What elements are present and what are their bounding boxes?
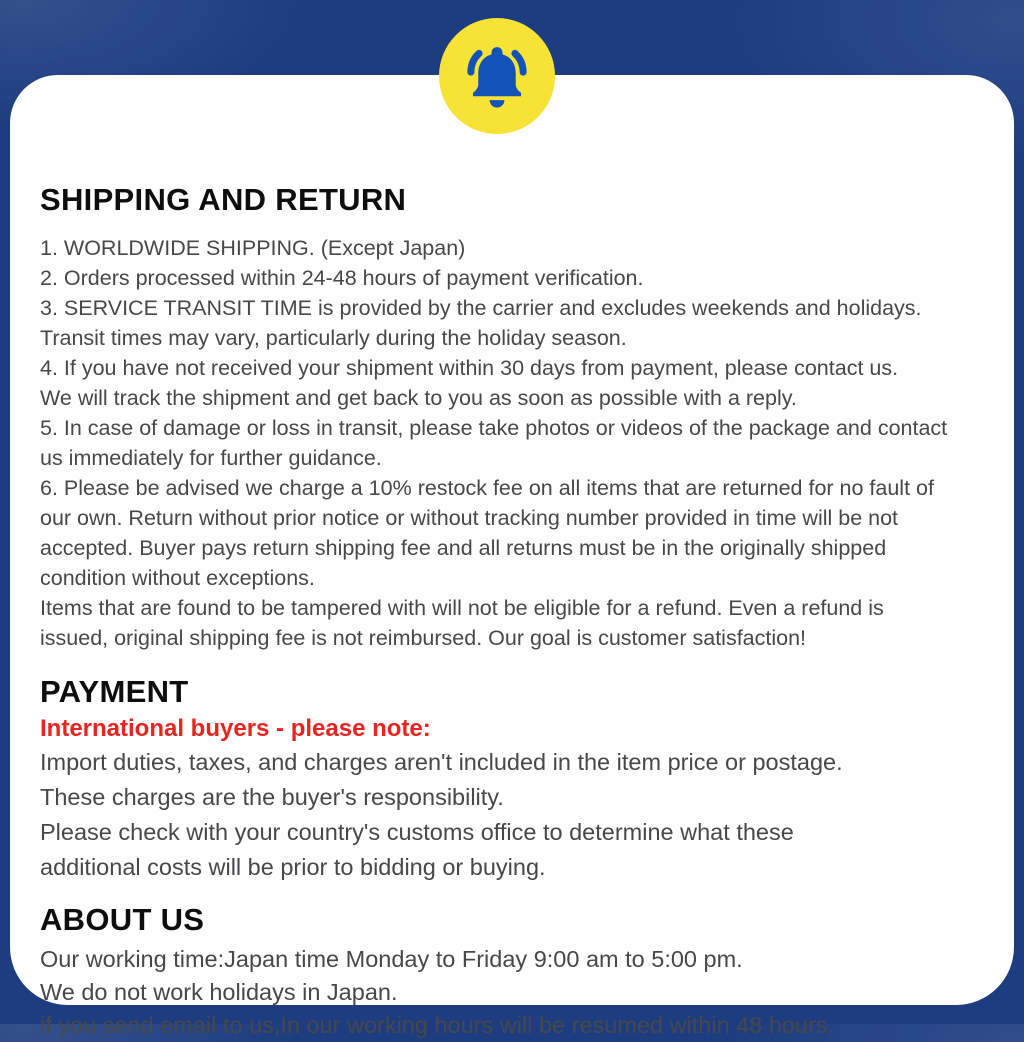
policy-card	[10, 75, 1014, 1039]
about-line: if you send email to us,In our working hours will be resumed within 48 hours.	[40, 1012, 835, 1039]
section-about-us	[40, 903, 1000, 1042]
shipping-line: 2. Orders processed within 24-48 hours of payment verification.	[40, 265, 644, 290]
shipping-line: our own. Return without prior notice or without tracking number provided in time will be not	[40, 505, 899, 530]
shipping-line: accepted. Buyer pays return shipping fee and all returns must be in the originally shipped	[40, 535, 887, 560]
shipping-line: 1. WORLDWIDE SHIPPING. (Except Japan)	[40, 235, 466, 260]
section-payment	[40, 675, 1000, 886]
bell-icon	[458, 37, 536, 115]
shipping-line: Transit times may vary, particularly during the holiday season.	[40, 325, 627, 350]
shipping-line: us immediately for further guidance.	[40, 445, 382, 470]
shipping-heading: SHIPPING AND RETURN	[40, 182, 407, 217]
shipping-line: We will track the shipment and get back to you as soon as possible with a reply.	[40, 385, 797, 410]
payment-line: additional costs will be prior to bidding or buying.	[40, 854, 546, 881]
policy-content	[40, 183, 1000, 1042]
section-shipping-and-return	[40, 183, 1000, 653]
shipping-line: 4. If you have not received your shipment within 30 days from payment, please contact us.	[40, 355, 899, 380]
payment-line: These charges are the buyer's responsibility.	[40, 784, 504, 811]
about-line: Our working time:Japan time Monday to Friday 9:00 am to 5:00 pm.	[40, 946, 743, 973]
about-line: We do not work holidays in Japan.	[40, 979, 398, 1006]
shipping-line: 6. Please be advised we charge a 10% restock fee on all items that are returned for no fault of	[40, 475, 934, 500]
shipping-line: issued, original shipping fee is not reimbursed. Our goal is customer satisfaction!	[40, 625, 807, 650]
about-heading: ABOUT US	[40, 902, 205, 938]
notification-badge	[439, 18, 555, 134]
payment-line: Please check with your country's customs office to determine what these	[40, 819, 794, 846]
shipping-line: 3. SERVICE TRANSIT TIME is provided by the carrier and excludes weekends and holidays.	[40, 295, 922, 320]
shipping-line: 5. In case of damage or loss in transit, please take photos or videos of the package and contact	[40, 415, 948, 440]
payment-heading: PAYMENT	[40, 673, 189, 709]
shipping-line: condition without exceptions.	[40, 565, 315, 590]
shipping-line: Items that are found to be tampered with will not be eligible for a refund. Even a refund is	[40, 595, 884, 620]
payment-line: Import duties, taxes, and charges aren't included in the item price or postage.	[40, 749, 843, 776]
international-buyers-note: International buyers - please note:	[40, 715, 431, 743]
